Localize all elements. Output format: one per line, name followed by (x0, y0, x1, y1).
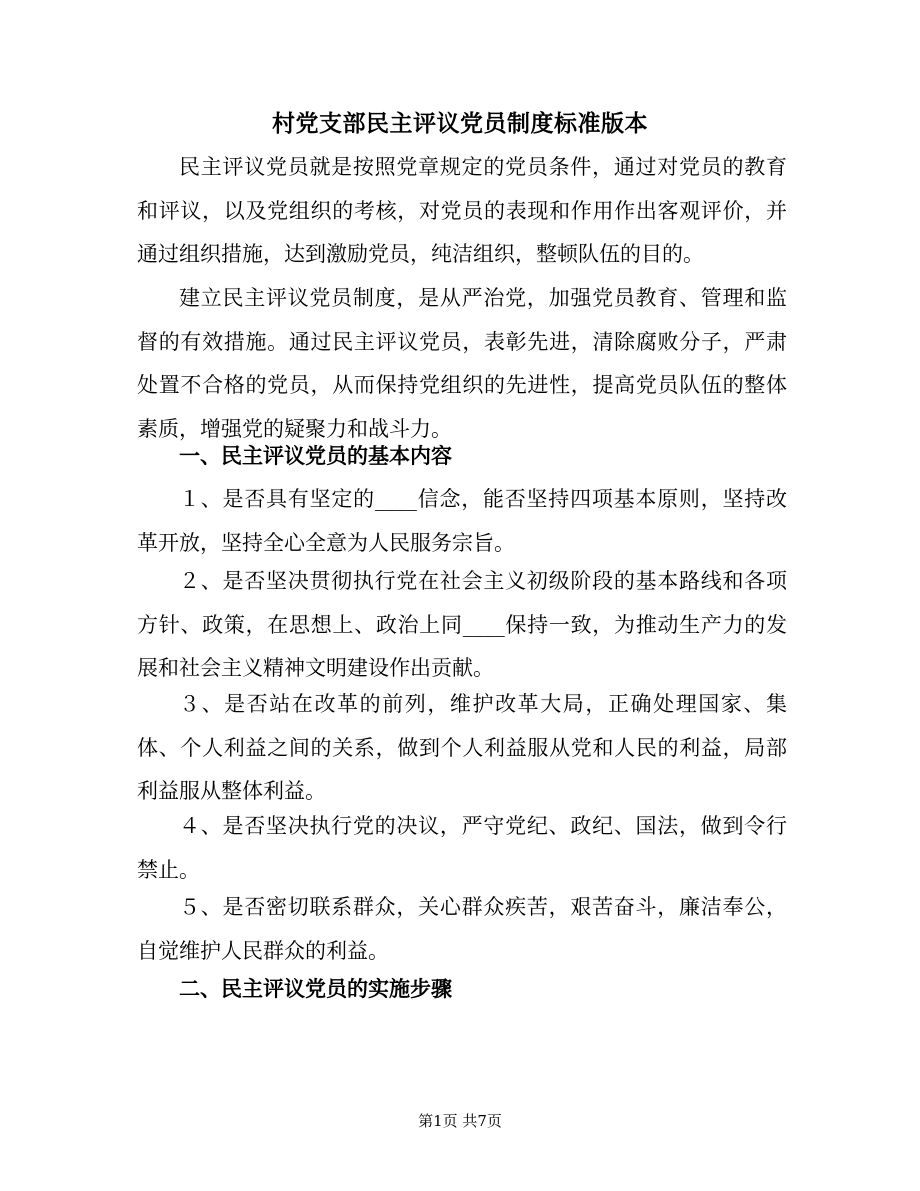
list-item-1: １、是否具有坚定的____信念，能否坚持四项基本原则，坚持改革开放，坚持全心全意为人民服务宗旨。 (137, 487, 787, 555)
paragraph-intro: 民主评议党员就是按照党章规定的党员条件，通过对党员的教育和评议，以及党组织的考核，对党员的表现和作用作出客观评价，并通过组织措施，达到激励党员，纯洁组织，整顿队伍的目的。 (137, 155, 787, 266)
page-number-footer: 第1页 共7页 (418, 1112, 502, 1130)
paragraph-purpose: 建立民主评议党员制度，是从严治党，加强党员教育、管理和监督的有效措施。通过民主评议党员，表彰先进，清除腐败分子，严肃处置不合格的党员，从而保持党组织的先进性，提高党员队伍的整体素质，增强党的疑聚力和战斗力。 (137, 286, 787, 441)
list-item-3: ３、是否站在改革的前列，维护改革大局，正确处理国家、集体、个人利益之间的关系，做到个人利益服从党和人民的利益，局部利益服从整体利益。 (137, 692, 787, 803)
list-item-2: ２、是否坚决贯彻执行党在社会主义初级阶段的基本路线和各项方针、政策，在思想上、政治上同____保持一致，为推动生产力的发展和社会主义精神文明建设作出贡献。 (137, 569, 787, 680)
section-heading-implementation-steps: 二、民主评议党员的实施步骤 (179, 976, 452, 1001)
document-title: 村党支部民主评议党员制度标准版本 (272, 110, 648, 137)
list-item-5: ５、是否密切联系群众，关心群众疾苦，艰苦奋斗，廉洁奉公，自觉维护人民群众的利益。 (137, 895, 787, 963)
list-item-4: ４、是否坚决执行党的决议，严守党纪、政纪、国法，做到令行禁止。 (137, 814, 787, 882)
section-heading-basic-content: 一、民主评议党员的基本内容 (179, 443, 452, 468)
